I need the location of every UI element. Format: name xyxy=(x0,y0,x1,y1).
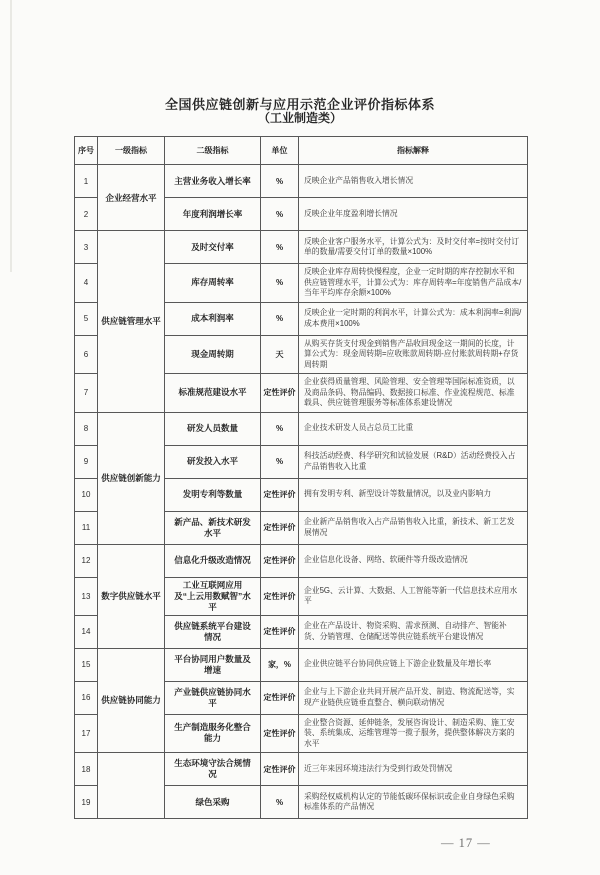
level2-indicator-cell: 生产制造服务化整合能力 xyxy=(165,714,261,753)
explanation-cell: 企业新产品销售收入占产品销售收入比重，新技术、新工艺发展情况 xyxy=(299,511,528,544)
row-serial-number: 3 xyxy=(75,231,98,264)
table-body xyxy=(75,165,528,819)
unit-cell: 定性评价 xyxy=(261,753,299,786)
explanation-cell: 反映企业库存周转快慢程度，企业一定时期的库存控制水平和供应链管理水平，计算公式为：库存周转率=年度销售产品成本/当年平均库存余额×100% xyxy=(299,264,528,303)
table-row xyxy=(75,648,528,681)
page-title xyxy=(0,97,600,125)
unit-cell: 定性评价 xyxy=(261,681,299,714)
row-serial-number: 2 xyxy=(75,198,98,231)
row-serial-number: 11 xyxy=(75,511,98,544)
page-title-line1: 全国供应链创新与应用示范企业评价指标体系 xyxy=(164,97,435,112)
table-row xyxy=(75,412,528,445)
row-serial-number: 10 xyxy=(75,478,98,511)
evaluation-index-table xyxy=(74,136,527,819)
unit-cell: 定性评价 xyxy=(261,714,299,753)
level2-indicator-cell: 平台协同用户数量及增速 xyxy=(165,648,261,681)
row-serial-number: 8 xyxy=(75,412,98,445)
page-title-line2: （工业制造类） xyxy=(257,111,342,125)
explanation-cell: 企业与上下游企业共同开展产品开发、制造、物流配送等，实现产业链供应链垂直整合、横向联动情况 xyxy=(299,681,528,714)
level2-indicator-cell: 标准规范建设水平 xyxy=(165,374,261,413)
level2-indicator-cell: 绿色采购 xyxy=(165,786,261,819)
row-serial-number: 4 xyxy=(75,264,98,303)
explanation-cell: 采购经权威机构认定的节能低碳环保标识或企业自身绿色采购标准体系的产品情况 xyxy=(299,786,528,819)
level2-indicator-cell: 年度利润增长率 xyxy=(165,198,261,231)
header-level1-indicator: 一级指标 xyxy=(98,137,165,165)
explanation-cell: 企业整合资源、延伸链条，发展咨询设计、制造采购、施工安装、系统集成、运维管理等一揽子服务，提供整体解决方案的水平 xyxy=(299,714,528,753)
level2-indicator-cell: 新产品、新技术研发水平 xyxy=(165,511,261,544)
level2-indicator-cell: 主营业务收入增长率 xyxy=(165,165,261,198)
unit-cell: 定性评价 xyxy=(261,615,299,648)
row-serial-number: 7 xyxy=(75,374,98,413)
table-row xyxy=(75,544,528,577)
level2-indicator-cell: 生态环境守法合规情况 xyxy=(165,753,261,786)
level2-indicator-cell: 现金周转期 xyxy=(165,335,261,374)
level2-indicator-cell: 库存周转率 xyxy=(165,264,261,303)
explanation-cell: 企业在产品设计、物资采购、需求预测、自动排产、智能补货、分销管理、仓储配送等供应链系统平台建设情况 xyxy=(299,615,528,648)
unit-cell: % xyxy=(261,412,299,445)
explanation-cell: 拥有发明专利、新型设计等数量情况，以及业内影响力 xyxy=(299,478,528,511)
explanation-cell: 反映企业产品销售收入增长情况 xyxy=(299,165,528,198)
row-serial-number: 9 xyxy=(75,445,98,478)
header-explanation: 指标解释 xyxy=(299,137,528,165)
row-serial-number: 19 xyxy=(75,786,98,819)
row-serial-number: 18 xyxy=(75,753,98,786)
row-serial-number: 17 xyxy=(75,714,98,753)
unit-cell: % xyxy=(261,198,299,231)
unit-cell: 定性评价 xyxy=(261,374,299,413)
unit-cell: % xyxy=(261,165,299,198)
explanation-cell: 反映企业年度盈利增长情况 xyxy=(299,198,528,231)
explanation-cell: 企业技术研发人员占总员工比重 xyxy=(299,412,528,445)
level2-indicator-cell: 研发人员数量 xyxy=(165,412,261,445)
table-row xyxy=(75,231,528,264)
unit-cell: 天 xyxy=(261,335,299,374)
row-serial-number: 5 xyxy=(75,302,98,335)
explanation-cell: 反映企业客户服务水平，计算公式为：及时交付率=按时交付订单的数量/需要交付订单的数量×100% xyxy=(299,231,528,264)
explanation-cell: 反映企业一定时期的利润水平，计算公式为：成本利润率=利润/成本费用×100% xyxy=(299,302,528,335)
level2-indicator-cell: 成本利润率 xyxy=(165,302,261,335)
unit-cell: 家，% xyxy=(261,648,299,681)
table-row xyxy=(75,753,528,786)
level1-indicator-cell: 供应链创新能力 xyxy=(98,412,165,544)
level2-indicator-cell: 产业链供应链协同水平 xyxy=(165,681,261,714)
explanation-cell: 从购买存货支付现金到销售产品收回现金这一期间的长度，计算公式为：现金周转期=应收账款周转期-应付账款周转期+存货周转期 xyxy=(299,335,528,374)
explanation-cell: 近三年来因环境违法行为受到行政处罚情况 xyxy=(299,753,528,786)
level1-indicator-cell: 供应链管理水平 xyxy=(98,231,165,413)
explanation-cell: 科技活动经费、科学研究和试验发展（R&D）活动经费投入占产品销售收入比重 xyxy=(299,445,528,478)
table-header-row xyxy=(75,137,528,165)
level2-indicator-cell: 工业互联网应用及“上云用数赋智”水平 xyxy=(165,577,261,615)
level1-indicator-cell: 数字供应链水平 xyxy=(98,544,165,648)
row-serial-number: 14 xyxy=(75,615,98,648)
scan-artifact-line xyxy=(10,0,12,272)
level2-indicator-cell: 及时交付率 xyxy=(165,231,261,264)
table-row xyxy=(75,165,528,198)
level2-indicator-cell: 研发投入水平 xyxy=(165,445,261,478)
row-serial-number: 13 xyxy=(75,577,98,615)
unit-cell: 定性评价 xyxy=(261,511,299,544)
unit-cell: % xyxy=(261,264,299,303)
header-unit: 单位 xyxy=(261,137,299,165)
unit-cell: 定性评价 xyxy=(261,544,299,577)
level2-indicator-cell: 发明专利等数量 xyxy=(165,478,261,511)
level1-indicator-cell: 企业经营水平 xyxy=(98,165,165,231)
row-serial-number: 15 xyxy=(75,648,98,681)
explanation-cell: 企业信息化设备、网络、软硬件等升级改造情况 xyxy=(299,544,528,577)
unit-cell: % xyxy=(261,445,299,478)
explanation-cell: 企业供应链平台协同供应链上下游企业数量及年增长率 xyxy=(299,648,528,681)
unit-cell: % xyxy=(261,786,299,819)
level2-indicator-cell: 供应链系统平台建设情况 xyxy=(165,615,261,648)
unit-cell: % xyxy=(261,231,299,264)
row-serial-number: 12 xyxy=(75,544,98,577)
unit-cell: 定性评价 xyxy=(261,577,299,615)
row-serial-number: 16 xyxy=(75,681,98,714)
explanation-cell: 企业5G、云计算、大数据、人工智能等新一代信息技术应用水平 xyxy=(299,577,528,615)
unit-cell: 定性评价 xyxy=(261,478,299,511)
page-number: — 17 — xyxy=(441,836,491,850)
indicator-table xyxy=(74,136,528,819)
explanation-cell: 企业获得质量管理、风险管理、安全管理等国际标准资质，以及商品条码、物品编码、数据接口标准、作业流程规范、标准载具、供应链管理服务等标准体系建设情况 xyxy=(299,374,528,413)
row-serial-number: 6 xyxy=(75,335,98,374)
header-serial-number: 序号 xyxy=(75,137,98,165)
level1-indicator-cell xyxy=(98,753,165,819)
level1-indicator-cell: 供应链协同能力 xyxy=(98,648,165,753)
unit-cell: % xyxy=(261,302,299,335)
level2-indicator-cell: 信息化升级改造情况 xyxy=(165,544,261,577)
header-level2-indicator: 二级指标 xyxy=(165,137,261,165)
row-serial-number: 1 xyxy=(75,165,98,198)
